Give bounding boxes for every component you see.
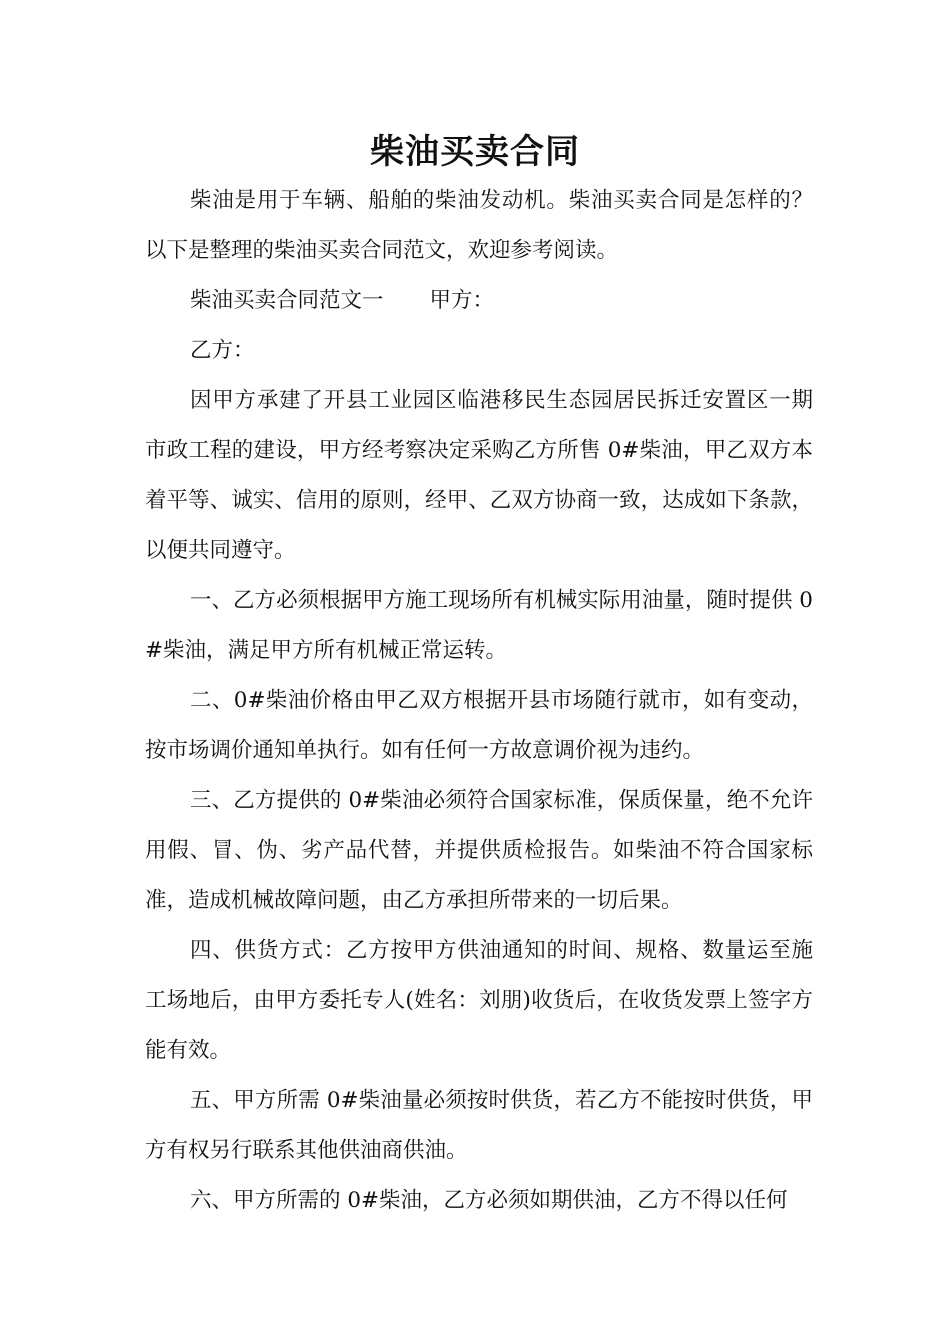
sample-heading: 柴油买卖合同范文一: [190, 288, 384, 313]
party-b-label: 乙方：: [190, 338, 255, 363]
clause-2: 二、0#柴油价格由甲乙双方根据开县市场随行就市，如有变动，按市场调价通知单执行。如有任何一方故意调价视为违约。: [145, 688, 813, 763]
clause-5: 五、甲方所需 0#柴油量必须按时供货，若乙方不能按时供货，甲方有权另行联系其他供油商供油。: [145, 1088, 813, 1163]
document-body: [145, 176, 813, 1226]
preamble-paragraph: 因甲方承建了开县工业园区临港移民生态园居民拆迁安置区一期市政工程的建设，甲方经考察决定采购乙方所售 0#柴油，甲乙双方本着平等、诚实、信用的原则，经甲、乙双方协商一致，达成如下条款，以便共同遵守。: [145, 388, 813, 563]
clause-4: 四、供货方式：乙方按甲方供油通知的时间、规格、数量运至施工场地后，由甲方委托专人(姓名：刘朋)收货后，在收货发票上签字方能有效。: [145, 938, 813, 1063]
clause-3: 三、乙方提供的 0#柴油必须符合国家标准，保质保量，绝不允许用假、冒、伪、劣产品代替，并提供质检报告。如柴油不符合国家标准，造成机械故障问题，由乙方承担所带来的一切后果。: [145, 788, 813, 913]
document-title: 柴油买卖合同: [370, 132, 580, 172]
intro-paragraph: 柴油是用于车辆、船舶的柴油发动机。柴油买卖合同是怎样的？以下是整理的柴油买卖合同范文，欢迎参考阅读。: [145, 188, 813, 263]
sample-heading-line: [145, 276, 813, 326]
clause-1: 一、乙方必须根据甲方施工现场所有机械实际用油量，随时提供 0#柴油，满足甲方所有机械正常运转。: [145, 588, 813, 663]
clause-6: 六、甲方所需的 0#柴油，乙方必须如期供油，乙方不得以任何: [190, 1188, 788, 1213]
party-a-label: 甲方：: [429, 288, 495, 313]
